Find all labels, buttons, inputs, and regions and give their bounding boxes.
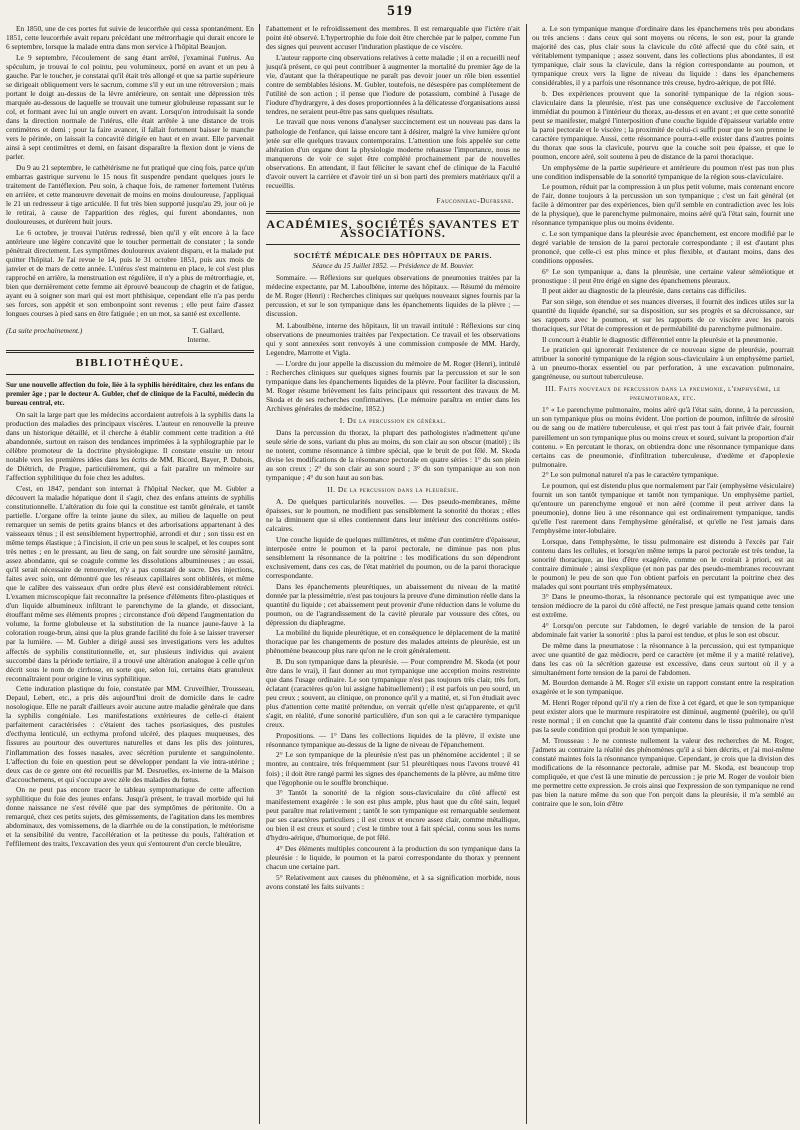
paragraph: 1° « Le parenchyme pulmonaire, moins aéré qu'à l'état sain, donne, à la percussion, un son tympanique plus ou moins évident. Une portion de poumon, infiltrée de sérosité ou de sang ou de matière tuberculeuse, et qui n'est pas tout à fait privée d'air, fournit pareillement un son tympanique plus ou moins creux et sourd, suivant la proportion d'air contenu. » En percutant le thorax, on obtiendra donc une résonnance tympanique dans certains cas de pneumonie, d'infiltration tuberculeuse, d'œdème et d'apoplexie pulmonaire.: [532, 405, 794, 469]
paragraph: Dans la percussion du thorax, la plupart des pathologistes n'admettent qu'une seule série de sons, variant du plus au moins, du son clair au son obscur (matité) ; ils ne notent, comme résonnance à timbre spécial, que le bruit de pot fêlé. M. Skoda divise les modifications de la résonnance pectorale en quatre séries : 1° du son plein au son creux ; 2° du son clair au son sourd ; 3° du son tympanique au son non tympanique ; 4° du son haut au son bas.: [266, 427, 520, 483]
signature-name: T. Gallard,: [192, 326, 224, 335]
paragraph: Le travail que nous venons d'analyser succinctement est un nouveau pas dans la pathologie de l'enfance, qui laisse encore tant à désirer, malgré la vive lumière qu'ont jetée sur elle quelques travaux contemporains. L'attention une fois appelée sur cette altération d'un organe dont la physiologie moderne rehausse l'importance, nous ne manquerons de voir ce sujet être complété prochainement par de nouvelles observations. En attendant, il faut féliciter le savant chef de clinique de la Faculté d'avoir ouvert la carrière et d'avoir tiré un si bon parti des premiers matériaux qu'il a recueillis.: [266, 117, 520, 190]
page-number: 519: [387, 3, 413, 19]
paragraph: b. Des expériences prouvent que la sonorité tympanique de la région sous-claviculaire dans la pleurésie, n'est pas une conséquence exclusive de l'accolement immédiat du poumon à l'intérieur du thorax, au-dessus et en avant ; et que cette sonorité peut se manifester, malgré l'interposition d'une couche liquide d'épaisseur variable entre la paroi pectorale et le viscère ; la proximité de celui-ci suffit pour que le son prenne le caractère tympanique. Aussi, cette résonnance pourra-t-elle exister dans d'autres points du thorax que sous la clavicule, pourvu que la couche soit peu épaisse, et que le poumon, encore aéré, soit soutenu à peu de distance de la paroi thoracique.: [532, 88, 794, 162]
paragraph: 3° Dans le pneumo-thorax, la résonnance pectorale qui est tympanique avec une tension médiocre de la paroi du côté affecté, ne l'est presque jamais quand cette tension est extrême.: [532, 592, 794, 620]
paragraph: Le 9 septembre, l'écoulement de sang étant arrêté, j'examinai l'utérus. Au spéculum, je trouvai le col pointu, peu volumineux, porté en avant et un peu à gauche. Par le toucher, je constatai qu'il était très allongé et que sa partie supérieure se dirigeait obliquement vers le sacrum, comme s'il y eut un une rétroversion ; mais portant le doigt au-dessus de la lèvre antérieure, on sentait une dépression très marquée au-dessous de laquelle se trouvait une tumeur globuleuse repassant sur le col, et formant avec lui un angle ouvert en avant. Lorsqu'on introduisait la sonde dans la direction normale de l'utérus, elle était arrêtée à une distance de trois centimètres et demi ; pour la faire avancer, il fallait fortement baisser le manche vers le périnée, on laissait la concavité dirigée en haut et en avant. Elle parvenait ainsi à sept centimètres et demi, en faisant disparaître la flexion dont je viens de parler.: [6, 52, 254, 162]
paragraph: En 1850, une de ces portes fut suivie de leucorrhée qui cessa spontanément. En 1851, cette leucorrhée avait reparu précédant une métrorrhagie qui durait encore le 6 septembre, lorsque la malade entra dans mon service à l'hôpital Beaujon.: [6, 24, 254, 52]
column-rule: [526, 24, 527, 1124]
column-middle: [266, 24, 520, 1124]
paragraph: C'est, en 1847, pendant son internat à l'hôpital Necker, que M. Gubler a découvert la maladie hépatique dont il s'agit, chez des enfans atteints de syphilis constitutionnelle. L'altération du foie qui la constitue est tantôt générale, et tantôt partielle. L'organe offre la teinte jaune du silex, au milieu de laquelle on peut remarquer un semis de petits grains blancs et des arborisations appartenant à des vaisseaux ténus ; il est sensiblement hypertrophié, arrondi et dur ; son tissu est en même temps élastique ; à l'incision, il crie un peu sous le scalpel, et les coupes sont très nettes ; en le pressant, au lieu de sang, on fait sourdre une sérosité jaunâtre, assez abondante, qui se coagule comme les dissolutions albumineuses ; au essai, qu'il serait nécessaire de renouveler, n'y a pas constaté de sucre. Des injections, faites avec soin, ont démontré que les réseaux capillaires sont oblitérés, et même que le calibre des vaisseaux d'un ordre plus élevé est considérablement rétréci. L'examen microscopique fait reconnaître la présence d'éléments fibro-plastiques et d'un liquide albumineux infiltrant le parenchyme de la glande, et dissociant, étouffant même ses éléments propres ; circonstance d'où dépend l'augmentation du volume, la forme globuleuse et la substitution de la nuance jaune-fauve à la coloration rouge-brun, ainsi que la plus grande facilité du foie à se laisser traverser par la lumière. — M. Gubler a dirigé aussi ses investigations vers les adultes affectés de syphilis constitutionnelle, et, sur plusieurs individus qui avaient succombé dans la période tertiaire, il a trouvé une altération analogue à celle qu'on décrit sous le nom de cirrhose, en sorte que, selon lui, certains états granuleux reconnaîtraient pour origine le virus syphilitique.: [6, 483, 254, 683]
paragraph: l'abattement et le refroidissement des membres. Il est remarquable que l'ictère n'ait point été observé. L'hypertrophie du foie doit être cherchée par le palper, comme l'un des signes qui peuvent accuser l'induration plastique de ce viscère.: [266, 24, 520, 52]
section-divider: [6, 350, 254, 353]
paragraph: M. Laboulbène, interne des hôpitaux, lit un travail intitulé : Réflexions sur cinq observations de pneumonies traitées par l'expectation. Ce travail et les observations qui y sont annexées sont renvoyés à une commission composée de MM. Hardy, Legendre, Marrotte et Vigla.: [266, 320, 520, 357]
paragraph: M. Bourdon demande à M. Roger s'il existe un rapport constant entre la respiration exagérée et le son tympanique.: [532, 678, 794, 697]
paragraph: Dans les épanchements pleurétiques, un abaissement du niveau de la matité donnée par la plessimétrie, n'est pas toujours la preuve d'une diminution réelle dans la quantité du liquide ; cet abaissement peut provenir d'une réduction dans le volume du poumon, ou de l'agrandissement de la cavité pleurale par voussure des côtes, ou dépression du diaphragme.: [266, 581, 520, 627]
paragraph: 3° Tantôt la sonorité de la région sous-claviculaire du côté affecté est manifestement exagérée : le son est plus ample, plus haut que du côté sain, lequel peut paraître mat relativement ; tantôt le son tympanique est remarquable seulement par ses caractères particuliers ; il est creux et encore assez clair, comme métallique, ou bien il est creux et sourd ; c'est le timbre tout à fait spécial, connu sous les noms d'hydro-aérique, d'humorique, de pot fêlé.: [266, 788, 520, 843]
article-author: Fauconneau-Dufresne.: [436, 195, 514, 205]
paragraph: Une couche liquide de quelques millimètres, et même d'un centimètre d'épaisseur, interposée entre le poumon et la paroi pectorale, ne diminue pas non plus sensiblement la résonnance de la poitrine : les modifications du son dépendront exclusivement, dans ces cas, de l'état matériel du poumon, ou de la paroi thoracique correspondante.: [266, 534, 520, 581]
paragraph: Le poumon, qui est distendu plus que normalement par l'air (emphysème vésiculaire) fournit un son tantôt tympanique et tantôt non tympanique. Un emphysème partiel, qu'entoure un parenchyme engoué et non aéré (comme il peut arriver dans la pneumonie), donne lieu à une résonnance qui est ordinairement tympanique, tandis qu'elle l'est rarement dans l'emphysème généralisé, et qu'elle ne l'est jamais dans l'emphysème inter-lobulaire.: [532, 480, 794, 535]
heading-section-iii: III. Faits nouveaux de percussion dans la pneumonie, l'emphysème, le pneumothorax, etc.: [545, 384, 781, 403]
paragraph: M. Trousseau : Je ne conteste nullement la valeur des recherches de M. Roger, j'admets au contraire la réalité des phénomènes qu'il a si bien décrits, et j'ai moi-même constaté maintes fois la résonnance tympanique. Cependant, je crois que la division des modifications de la résonnance pectorale, admise par M. Skoda, est beaucoup trop compliquée, et que c'est là une minutie de percussion ; je prie M. Roger de vouloir bien me permettre cette expression. Je crois ainsi que l'expression de son tympanique ne rend pas bien la nature même du son que l'on perçoit dans la pleurésie, il m'a semblé au contraire que le son, loin d'être: [532, 735, 794, 808]
paragraph: A. De quelques particularités nouvelles. — Des pseudo-membranes, même épaisses, sur le poumon, ne modifient pas sensiblement la sonorité du thorax ; elles ne la diminuent que si elles contiennent dans leur intérieur des concrétions ostéo-calcaires.: [266, 497, 520, 534]
paragraph: La mobilité du liquide pleurétique, et en conséquence le déplacement de la matité thoracique par les changements de posture des malades atteints de pleurésie, est un phénomène beaucoup plus rare qu'on ne le croit généralement.: [266, 628, 520, 656]
paragraph: On ne peut pas encore tracer le tableau symptomatique de cette affection syphilitique du foie des jeunes enfans. Jusqu'à présent, le travail morbide qui lui donne naissance ne s'est révélé que par des symptômes de péritonite. On a remarqué, chez ces petits sujets, des gémissements, de l'agitation dans les membres abdominaux, des vomissemens, de la diarrhée ou de la constipation, le météorisme et la sensibilité du ventre, l'accélération et la petitesse du pouls, l'altération et l'effilement des traits, l'excavation des yeux qui s'entourent d'un cercle bleuâtre,: [6, 785, 254, 849]
paragraph: 2° Le son pulmonal naturel n'a pas le caractère tympanique.: [542, 470, 719, 480]
paragraph: Le praticien qui ignorerait l'existence de ce nouveau signe de pleurésie, pourrait attribuer la sonorité tympanique de la région sous-claviculaire à un emphysème partiel, à un pneumo-thorax essentiel ou par perforation, à une excavation pulmonaire, gangréneuse, ou surtout tuberculeuse.: [532, 345, 794, 382]
paragraph: Lorsque, dans l'emphysème, le tissu pulmonaire est distendu à l'excès par l'air contenu dans les cellules, et lorsqu'en même temps la paroi pectorale est très tendue, la sonorité thoracique, au lieu d'être exagérée, comme on le croirait à priori, est au contraire diminuée ; ainsi s'explique (et non pas par des pseudo-membranes recouvrant le poumon) le peu de son que l'on obtient parfois en percutant la poitrine chez des malades qui sont pourtant très emphysémateux.: [532, 536, 794, 591]
paragraph: Par son siège, son étendue et ses nuances diverses, il fournit des indices utiles sur la quantité du liquide épanché, sur sa disposition, sur ses progrès et sa décroissance, sur ses rapports avec le poumon, et sur les rapports de ce viscère avec les parois thoraciques, sur l'état de compression et de perméabilité du parenchyme pulmonaire.: [532, 296, 794, 333]
signature-block: [6, 326, 254, 335]
column-right: [532, 24, 794, 1124]
paragraph: De même dans la pneumatose : la résonnance à la percussion, qui est tympanique avec une quantité de gaz médiocre, perd ce caractère (et même il y a matité relative), dans les cas où la sécrétion gazeuse est excessive, dans ceux surtout où il y a simultanément forte tension de la paroi de l'abdomen.: [532, 640, 794, 677]
section-divider: [6, 374, 254, 375]
heading-section-ii: II. De la percussion dans la pleurésie.: [327, 485, 459, 495]
paragraph: Du 9 au 21 septembre, le cathétérisme ne fut pratiqué que cinq fois, parce qu'un embarras gastrique survenu le 15 nous fit suspendre pendant quelques jours le traitement de l'antéflexion. Peu soin, à chaque fois, de ramener fortement l'utérus en arrière, et cette manœuvre devenait de moins en moins douloureuse, j'appliquai le 21 un redresseur à tige articulée. Il fut très bien supporté jusqu'au 29, jour où je le retirai, à cause de l'apparition des règles, qui furent abondantes, non douloureuses, et durèrent huit jours.: [6, 162, 254, 226]
paragraph: 6° Le son tympanique a, dans la pleurésie, une certaine valeur séméiotique et pronostique : il peut être érigé en signe des épanchemens pleuraux.: [532, 266, 794, 285]
paragraph: 4° Lorsqu'on percute sur l'abdomen, le degré variable de tension de la paroi abdominale fait varier la sonorité : plus la paroi est tendue, et plus le son est obscur.: [532, 620, 794, 639]
society-name: SOCIÉTÉ MÉDICALE DES HÔPITAUX DE PARIS.: [293, 250, 493, 260]
section-title-bibliotheque: BIBLIOTHÈQUE.: [75, 357, 185, 370]
paragraph: 2° Le son tympanique de la pleurésie n'est pas un phénomène accidentel ; il se montre, au contraire, très fréquemment (sur 51 pleurétiques nous l'avons trouvé 41 fois) ; il doit être rangé parmi les signes des épanchements de la plèvre, au même titre que l'égophonie ou le souffle bronchique.: [266, 750, 520, 787]
paragraph: Il peut aider au diagnostic de la pleurésie, dans certains cas difficiles.: [542, 286, 747, 296]
sommaire: Sommaire. — Réflexions sur quelques observations de pneumonies traitées par la médecine expectante, par M. Laboulbène, interne des hôpitaux. — Résumé du mémoire de M. Roger (Henri) : Recherches cliniques sur quelques nouveaux signes fournis par la percussion, et sur le son tympanique dans les épanchements liquides de la plèvre ; — discussion.: [266, 274, 520, 319]
paragraph: a. Le son tympanique manque d'ordinaire dans les épanchemens très peu abondans ou très anciens : dans ceux qui sont moyens ou récens, le son est, pour la grande majorité des cas, plus clair sous la clavicule du côté affecté que du côté sain, et véritablement tympanique ; assez souvent, dans les collections plus abondantes, il est tympanique, clair sous la clavicule, dans la région correspondante au poumon, et tympanique creux vers la ligne de niveau du liquide : dans les épanchemens considérables, il y a parfois une résonnance très creuse, hydro-aérique, de pot fêlé.: [532, 24, 794, 88]
section-divider: [266, 211, 520, 214]
column-left: [6, 24, 254, 1124]
paragraph: Propositions. — 1° Dans les collections liquides de la plèvre, il existe une résonnance tympanique au-dessus de la ligne de niveau de l'épanchement.: [266, 730, 520, 749]
column-rule: [259, 24, 260, 1124]
paragraph: Cette induration plastique du foie, constatée par MM. Cruveilhier, Trousseau, Depaul, Lebert, etc., a pris dès aujourd'hui droit de domicile dans le cadre nosologique. Elle ne paraît d'ailleurs avoir aucune autre maladie générale que dans la syphilis congéniale. Les manifestations extérieures de celle-ci étaient parfaitement caractérisées : c'étaient des taches psoriasiques, des pustules d'ecthyma lenticulé, un ecthyma profond ulcéré, des plaques muqueuses, des fissures au pourtour des ouvertures naturelles et dans les plis des jointures, l'inflammation des fosses nasales, avec sécrétion purulente et sanguinolente. L'affection du foie en question peut se développer pendant la vie intra-utérine ; deux cas de ce genre ont été recueillis par M. Desruelles, ex-interne de la Maison d'accouchemens, et qui s'occupe avec zèle des maladies du fœtus.: [6, 684, 254, 784]
paragraph: Le poumon, réduit par la compression à un plus petit volume, mais contenant encore de l'air, donne toujours à la percussion un son tympanique ; c'est un fait général (et facile à démontrer par des expériences, bien qu'il semble en contradiction avec les lois de la physique), que le parenchyme pulmonaire, moins aéré qu'à l'état sain, fournit une résonnance tympanique plus ou moins évidente.: [532, 182, 794, 228]
paragraph: c. Le son tympanique dans la pleurésie avec épanchement, est encore modifié par le degré variable de tension de la paroi pectorale correspondante ; il est d'autant plus prononcé, que celle-ci est plus mince et plus flexible, et d'autant moins, dans des conditions opposées.: [532, 229, 794, 266]
paragraph: B. Du son tympanique dans la pleurésie. — Pour comprendre M. Skoda (et pour être dans le vrai), il faut donner au mot tympanique une acception moins restreinte que dans l'usage ordinaire. Le son tympanique n'est pas toujours très clair, très fort, éclatant (caractères qu'on lui assigne habituellement) ; il est parfois un peu sourd, un peu creux ; souvent, au clinique, on prononce qu'il y a matité, et, si l'on étudiait avec plus d'attention cette matité prétendue, on verrait qu'elle n'est qu'apparente, et qu'il s'agit, en réalité, d'une sonorité particulière, d'un son qui a le caractère tympanique creux.: [266, 656, 520, 730]
paragraph: Il concourt à établir le diagnostic différentiel entre la pleurésie et la pneumonie.: [542, 334, 778, 344]
section-title-academies: ACADÉMIES, SOCIÉTÉS SAVANTES ET ASSOCIATIONS.: [266, 216, 520, 240]
session-date: Séance du 15 Juillet 1852. — Présidence de M. Bouvier.: [312, 262, 474, 271]
paragraph: 5° Relativement aux causes du phénomène, et à sa signification morbide, nous avons constaté les faits suivants :: [266, 872, 520, 891]
paragraph: On sait la large part que les médecins accordaient autrefois à la syphilis dans la production des maladies des principaux viscères. L'auteur en renouvelle la preuve dans un historique détaillé, et il cherche à établir comment cette tradition a été abandonnée, surtout en raison des tendances imprimées à la syphilographie par le célèbre promoteur de la doctrine physiologique. Il constate ensuite un retour notable vers les premières idées dans les écrits de MM. Ricord, Bayer, P. Dubois, de Diétrich, de Prague, particulièrement, qui a fait paraître un mémoire sur l'affection syphilitique du foie chez les adultes.: [6, 409, 254, 483]
paragraph: — L'ordre du jour appelle la discussion du mémoire de M. Roger (Henri), intitulé : Recherches cliniques sur quelques signes fournis par la percussion et sur le son tympanique dans les épanchements liquides de la plèvre. Pour faciliter la discussion, M. Roger résume brièvement les faits principaux qui ressortent des travaux de M. Skoda et de ses recherches confirmatives. (Le mémoire paraîtra en entier dans les Archives générales de médecine, 1852.): [266, 358, 520, 413]
paragraph: 4° Des éléments multiples concourent à la production du son tympanique dans la pleurésie : le liquide, le poumon et la paroi correspondante du thorax y prennent chacun une certaine part.: [266, 843, 520, 871]
review-intro: Sur une nouvelle affection du foie, liée à la syphilis héréditaire, chez les enfans du premier âge ; par le docteur A. Gubler, chef de clinique de la Faculté, médecin du bureau central, etc.: [6, 381, 254, 408]
signature-title: Interne.: [187, 335, 210, 345]
section-divider: [266, 244, 520, 245]
paragraph: Un emphysème de la partie supérieure et antérieure du poumon n'est pas non plus une condition indispensable de la sonorité tympanique de la région sous-claviculaire.: [532, 162, 794, 181]
paragraph: M. Henri Roger répond qu'il n'y a rien de fixe à cet égard, et que le son tympanique peut exister alors que le murmure respiratoire est diminué, augmenté (puérile), ou qu'il reste normal ; il en conclut que la quantité d'air contenu dans le tissu pulmonaire n'est pas la seule condition qui produit le son tympanique.: [532, 697, 794, 734]
heading-section-i: I. De la percussion en général.: [339, 415, 447, 425]
paragraph: Le 6 octobre, je trouvai l'utérus redressé, bien qu'il y eût encore à la face antérieure une légère concavité que le toucher permettait de constater ; la sonde pénétrait directement. Les symptômes douloureux avaient disparu, et la malade put quitter l'hôpital. Je l'ai revue le 14, puis le 31 octobre 1851, puis aux mois de janvier et de mars de cette année. L'utérus s'est maintenu en place, le col s'est plus rapproché en arrière, la menstruation est régulière, il n'y a plus de métrorrhagie, et, bien que dernièrement cette femme ait éprouvé beaucoup de chagrin et de fatigue, ayant eu à soigner son mari qui est mort phthisique, cependant elle n'a pas perdu ses forces, son appétit et son embonpoint sont revenus ; elle peut faire d'assez longues courses à pied sans en être fatiguée ; en un mot, sa santé est excellente.: [6, 227, 254, 318]
paragraph: L'auteur rapporte cinq observations relatives à cette maladie ; il en a recueilli neuf jusqu'à présent, ce qui peut contribuer à augmenter la mortalité du premier âge de la vie, d'autant que la thérapeutique ne paraît pas devoir jouer un rôle bien essentiel contre de semblables lésions. M. Gubler, toutefois, ne désespère pas complètement de l'utilité de son action ; il pense que l'iodure de potassium, combiné à l'usage de l'iodure d'hydrargyre, à des doses proportionnées à la délicatesse d'organisations aussi tendres, ne seraient peut-être pas sans quelques résultats.: [266, 52, 520, 116]
continued-note: (La suite prochainement.): [6, 326, 83, 335]
